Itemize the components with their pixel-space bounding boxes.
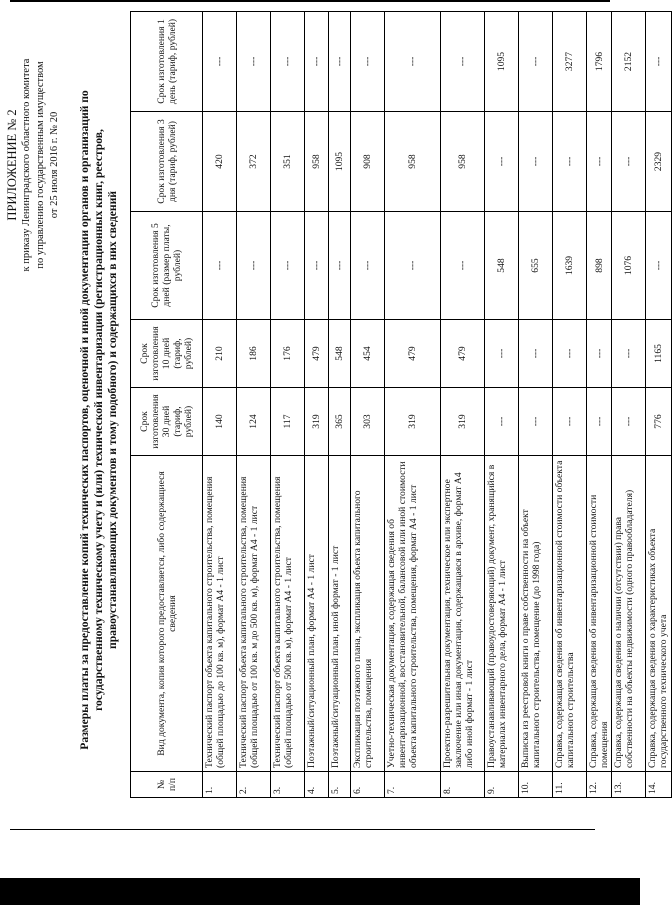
fee-cell: 319 bbox=[441, 388, 485, 456]
fee-cell: 319 bbox=[385, 388, 441, 456]
document-description-cell: Правоустанавливающий (правоудостоверяющий) документ, хранящийся в материалах инвентарного дела, формат А4 - 1 лист bbox=[485, 456, 519, 772]
fee-cell: 1076 bbox=[612, 212, 646, 320]
header-cell-document: Вид документа, копия которого предоставляется, либо содержащиеся сведения bbox=[131, 456, 203, 772]
row-number-cell: 11. bbox=[553, 772, 587, 798]
table-row bbox=[271, 12, 305, 798]
fee-cell: 1095 bbox=[329, 112, 351, 212]
fee-cell: 303 bbox=[351, 388, 385, 456]
fee-cell: 372 bbox=[237, 112, 271, 212]
heading-line: Размеры платы за предоставление копий технических паспортов, оценочной и иной документации органов и организаций по bbox=[78, 90, 91, 750]
fee-cell: 420 bbox=[203, 112, 237, 212]
fee-cell: --- bbox=[646, 12, 672, 112]
fee-cell: 3277 bbox=[553, 12, 587, 112]
fee-cell: 958 bbox=[441, 112, 485, 212]
table-row bbox=[351, 12, 385, 798]
annex-line: от 25 июля 2016 г. № 20 bbox=[49, 111, 60, 219]
fee-cell: --- bbox=[587, 320, 612, 388]
annex-block bbox=[4, 10, 62, 320]
document-description-cell: Справка, содержащая сведения об инвентаризационной стоимости помещения bbox=[587, 456, 612, 772]
fee-cell: --- bbox=[519, 112, 553, 212]
fee-cell: --- bbox=[271, 212, 305, 320]
table-row bbox=[305, 12, 329, 798]
fee-cell: 210 bbox=[203, 320, 237, 388]
fee-cell: 479 bbox=[385, 320, 441, 388]
table-row bbox=[485, 12, 519, 798]
fee-cell: --- bbox=[519, 12, 553, 112]
row-number-cell: 12. bbox=[587, 772, 612, 798]
fee-cell: --- bbox=[612, 388, 646, 456]
document-description-cell: Технический паспорт объекта капитального строительства, помещения (общей площадью до 100 кв. м), формат А4 - 1 лист bbox=[203, 456, 237, 772]
header-cell-number: № п/п bbox=[131, 772, 203, 798]
document-description-cell: Технический паспорт объекта капитального строительства, помещения (общей площадью от 100 кв. м до 500 кв. м), формат А4 - 1 лист bbox=[237, 456, 271, 772]
fee-cell: --- bbox=[612, 112, 646, 212]
document-description-cell: Выписка из реестровой книги о праве собственности на объект капитального строительства, помещение (до 1998 года) bbox=[519, 456, 553, 772]
fee-cell: --- bbox=[485, 388, 519, 456]
fee-cell: --- bbox=[485, 320, 519, 388]
table-row bbox=[587, 12, 612, 798]
fee-cell: --- bbox=[587, 388, 612, 456]
annex-title: ПРИЛОЖЕНИЕ № 2 bbox=[5, 109, 19, 221]
heading-line: правоустанавливающих документов и тому подобного) и содержащихся в них сведений bbox=[106, 191, 119, 649]
document-description-cell: Учетно-техническая документация, содержащая сведения об инвентаризационной, восстановительной, балансовой или иной стоимости объекта капитального строительства, помещения, формат А4 - 1 лист bbox=[385, 456, 441, 772]
fee-cell: 117 bbox=[271, 388, 305, 456]
table-body bbox=[203, 12, 672, 798]
annex-line: по управлению государственным имуществом bbox=[35, 61, 46, 269]
annex-line: к приказу Ленинградского областного комитета bbox=[21, 58, 32, 272]
table-row bbox=[329, 12, 351, 798]
fee-cell: 365 bbox=[329, 388, 351, 456]
fee-cell: 958 bbox=[385, 112, 441, 212]
table-row bbox=[237, 12, 271, 798]
fee-table bbox=[130, 11, 672, 798]
fee-cell: 958 bbox=[305, 112, 329, 212]
document-description-cell: Экспликация поэтажного плана, экспликация объекта капитального строительства, помещения bbox=[351, 456, 385, 772]
row-number-cell: 10. bbox=[519, 772, 553, 798]
fee-cell: 2152 bbox=[612, 12, 646, 112]
fee-cell: --- bbox=[519, 320, 553, 388]
fee-cell: 454 bbox=[351, 320, 385, 388]
fee-cell: --- bbox=[237, 212, 271, 320]
fee-cell: 548 bbox=[329, 320, 351, 388]
row-number-cell: 14. bbox=[646, 772, 672, 798]
fee-cell: 2329 bbox=[646, 112, 672, 212]
fee-cell: 1095 bbox=[485, 12, 519, 112]
row-number-cell: 5. bbox=[329, 772, 351, 798]
scan-bottom-bar bbox=[0, 878, 640, 905]
table-row bbox=[519, 12, 553, 798]
fee-cell: 479 bbox=[305, 320, 329, 388]
fee-cell: 479 bbox=[441, 320, 485, 388]
fee-cell: 655 bbox=[519, 212, 553, 320]
fee-cell: 140 bbox=[203, 388, 237, 456]
fee-cell: --- bbox=[203, 12, 237, 112]
header-cell-term-30: Срок изготовления 30 дней (тариф, рублей) bbox=[131, 388, 203, 456]
fee-cell: --- bbox=[305, 212, 329, 320]
header-cell-term-3: Срок изготовления 3 дня (тариф, рублей) bbox=[131, 112, 203, 212]
document-description-cell: Технический паспорт объекта капитального строительства, помещения (общей площадью от 500 кв. м), формат А4 - 1 лист bbox=[271, 456, 305, 772]
table-row bbox=[646, 12, 672, 798]
table-row bbox=[385, 12, 441, 798]
fee-cell: --- bbox=[553, 112, 587, 212]
document-description-cell: Поэтажный/ситуационный план, иной формат - 1 лист bbox=[329, 456, 351, 772]
header-cell-term-1: Срок изготовления 1 день (тариф, рублей) bbox=[131, 12, 203, 112]
fee-cell: --- bbox=[587, 112, 612, 212]
row-number-cell: 13. bbox=[612, 772, 646, 798]
fee-cell: --- bbox=[441, 212, 485, 320]
fee-cell: 1639 bbox=[553, 212, 587, 320]
header-cell-term-10: Срок изготовления 10 дней (тариф, рублей) bbox=[131, 320, 203, 388]
fee-cell: 776 bbox=[646, 388, 672, 456]
fee-cell: 186 bbox=[237, 320, 271, 388]
fee-cell: --- bbox=[351, 12, 385, 112]
row-number-cell: 9. bbox=[485, 772, 519, 798]
heading-line: государственному техническому учету и (или) технической инвентаризации (регистрационных книг, реестров, bbox=[92, 129, 105, 711]
fee-cell: 176 bbox=[271, 320, 305, 388]
fee-cell: --- bbox=[385, 212, 441, 320]
document-description-cell: Справка, содержащая сведения о наличии (отсутствии) права собственности на объекты недвижимости (одного правообладателя) bbox=[612, 456, 646, 772]
document-description-cell: Справка, содержащая сведения об инвентаризационной стоимости объекта капитального строительства bbox=[553, 456, 587, 772]
document-heading bbox=[78, 10, 120, 830]
row-number-cell: 2. bbox=[237, 772, 271, 798]
fee-cell: --- bbox=[351, 212, 385, 320]
fee-cell: --- bbox=[485, 112, 519, 212]
fee-cell: 1165 bbox=[646, 320, 672, 388]
header-cell-term-5: Срок изготовления 5 дней (размер платы, рублей) bbox=[131, 212, 203, 320]
document-description-cell: Поэтажный/ситуационный план, формат А4 - 1 лист bbox=[305, 456, 329, 772]
scan-edge-line bbox=[10, 0, 610, 2]
fee-cell: 898 bbox=[587, 212, 612, 320]
row-number-cell: 8. bbox=[441, 772, 485, 798]
fee-cell: --- bbox=[305, 12, 329, 112]
row-number-cell: 4. bbox=[305, 772, 329, 798]
table-row bbox=[441, 12, 485, 798]
fee-cell: 351 bbox=[271, 112, 305, 212]
fee-cell: --- bbox=[553, 320, 587, 388]
fee-cell: --- bbox=[646, 212, 672, 320]
fee-cell: --- bbox=[329, 212, 351, 320]
fee-cell: --- bbox=[441, 12, 485, 112]
fee-cell: 548 bbox=[485, 212, 519, 320]
fee-cell: 319 bbox=[305, 388, 329, 456]
row-number-cell: 1. bbox=[203, 772, 237, 798]
fee-cell: --- bbox=[612, 320, 646, 388]
row-number-cell: 7. bbox=[385, 772, 441, 798]
row-number-cell: 6. bbox=[351, 772, 385, 798]
document-description-cell: Справка, содержащая сведения о характеристиках объекта государственного технического учета bbox=[646, 456, 672, 772]
table-row bbox=[612, 12, 646, 798]
fee-cell: 908 bbox=[351, 112, 385, 212]
document-description-cell: Проектно-разрешительная документация, техническое или экспертное заключение или иная документация, содержащаяся в архиве, формат А4 либо иной формат - 1 лист bbox=[441, 456, 485, 772]
fee-cell: --- bbox=[237, 12, 271, 112]
fee-cell: --- bbox=[519, 388, 553, 456]
fee-cell: 1796 bbox=[587, 12, 612, 112]
fee-cell: --- bbox=[553, 388, 587, 456]
fee-cell: --- bbox=[329, 12, 351, 112]
table-row bbox=[203, 12, 237, 798]
fee-cell: --- bbox=[271, 12, 305, 112]
fee-cell: 124 bbox=[237, 388, 271, 456]
row-number-cell: 3. bbox=[271, 772, 305, 798]
table-header-row bbox=[131, 12, 203, 798]
fee-cell: --- bbox=[385, 12, 441, 112]
fee-cell: --- bbox=[203, 212, 237, 320]
table-row bbox=[553, 12, 587, 798]
